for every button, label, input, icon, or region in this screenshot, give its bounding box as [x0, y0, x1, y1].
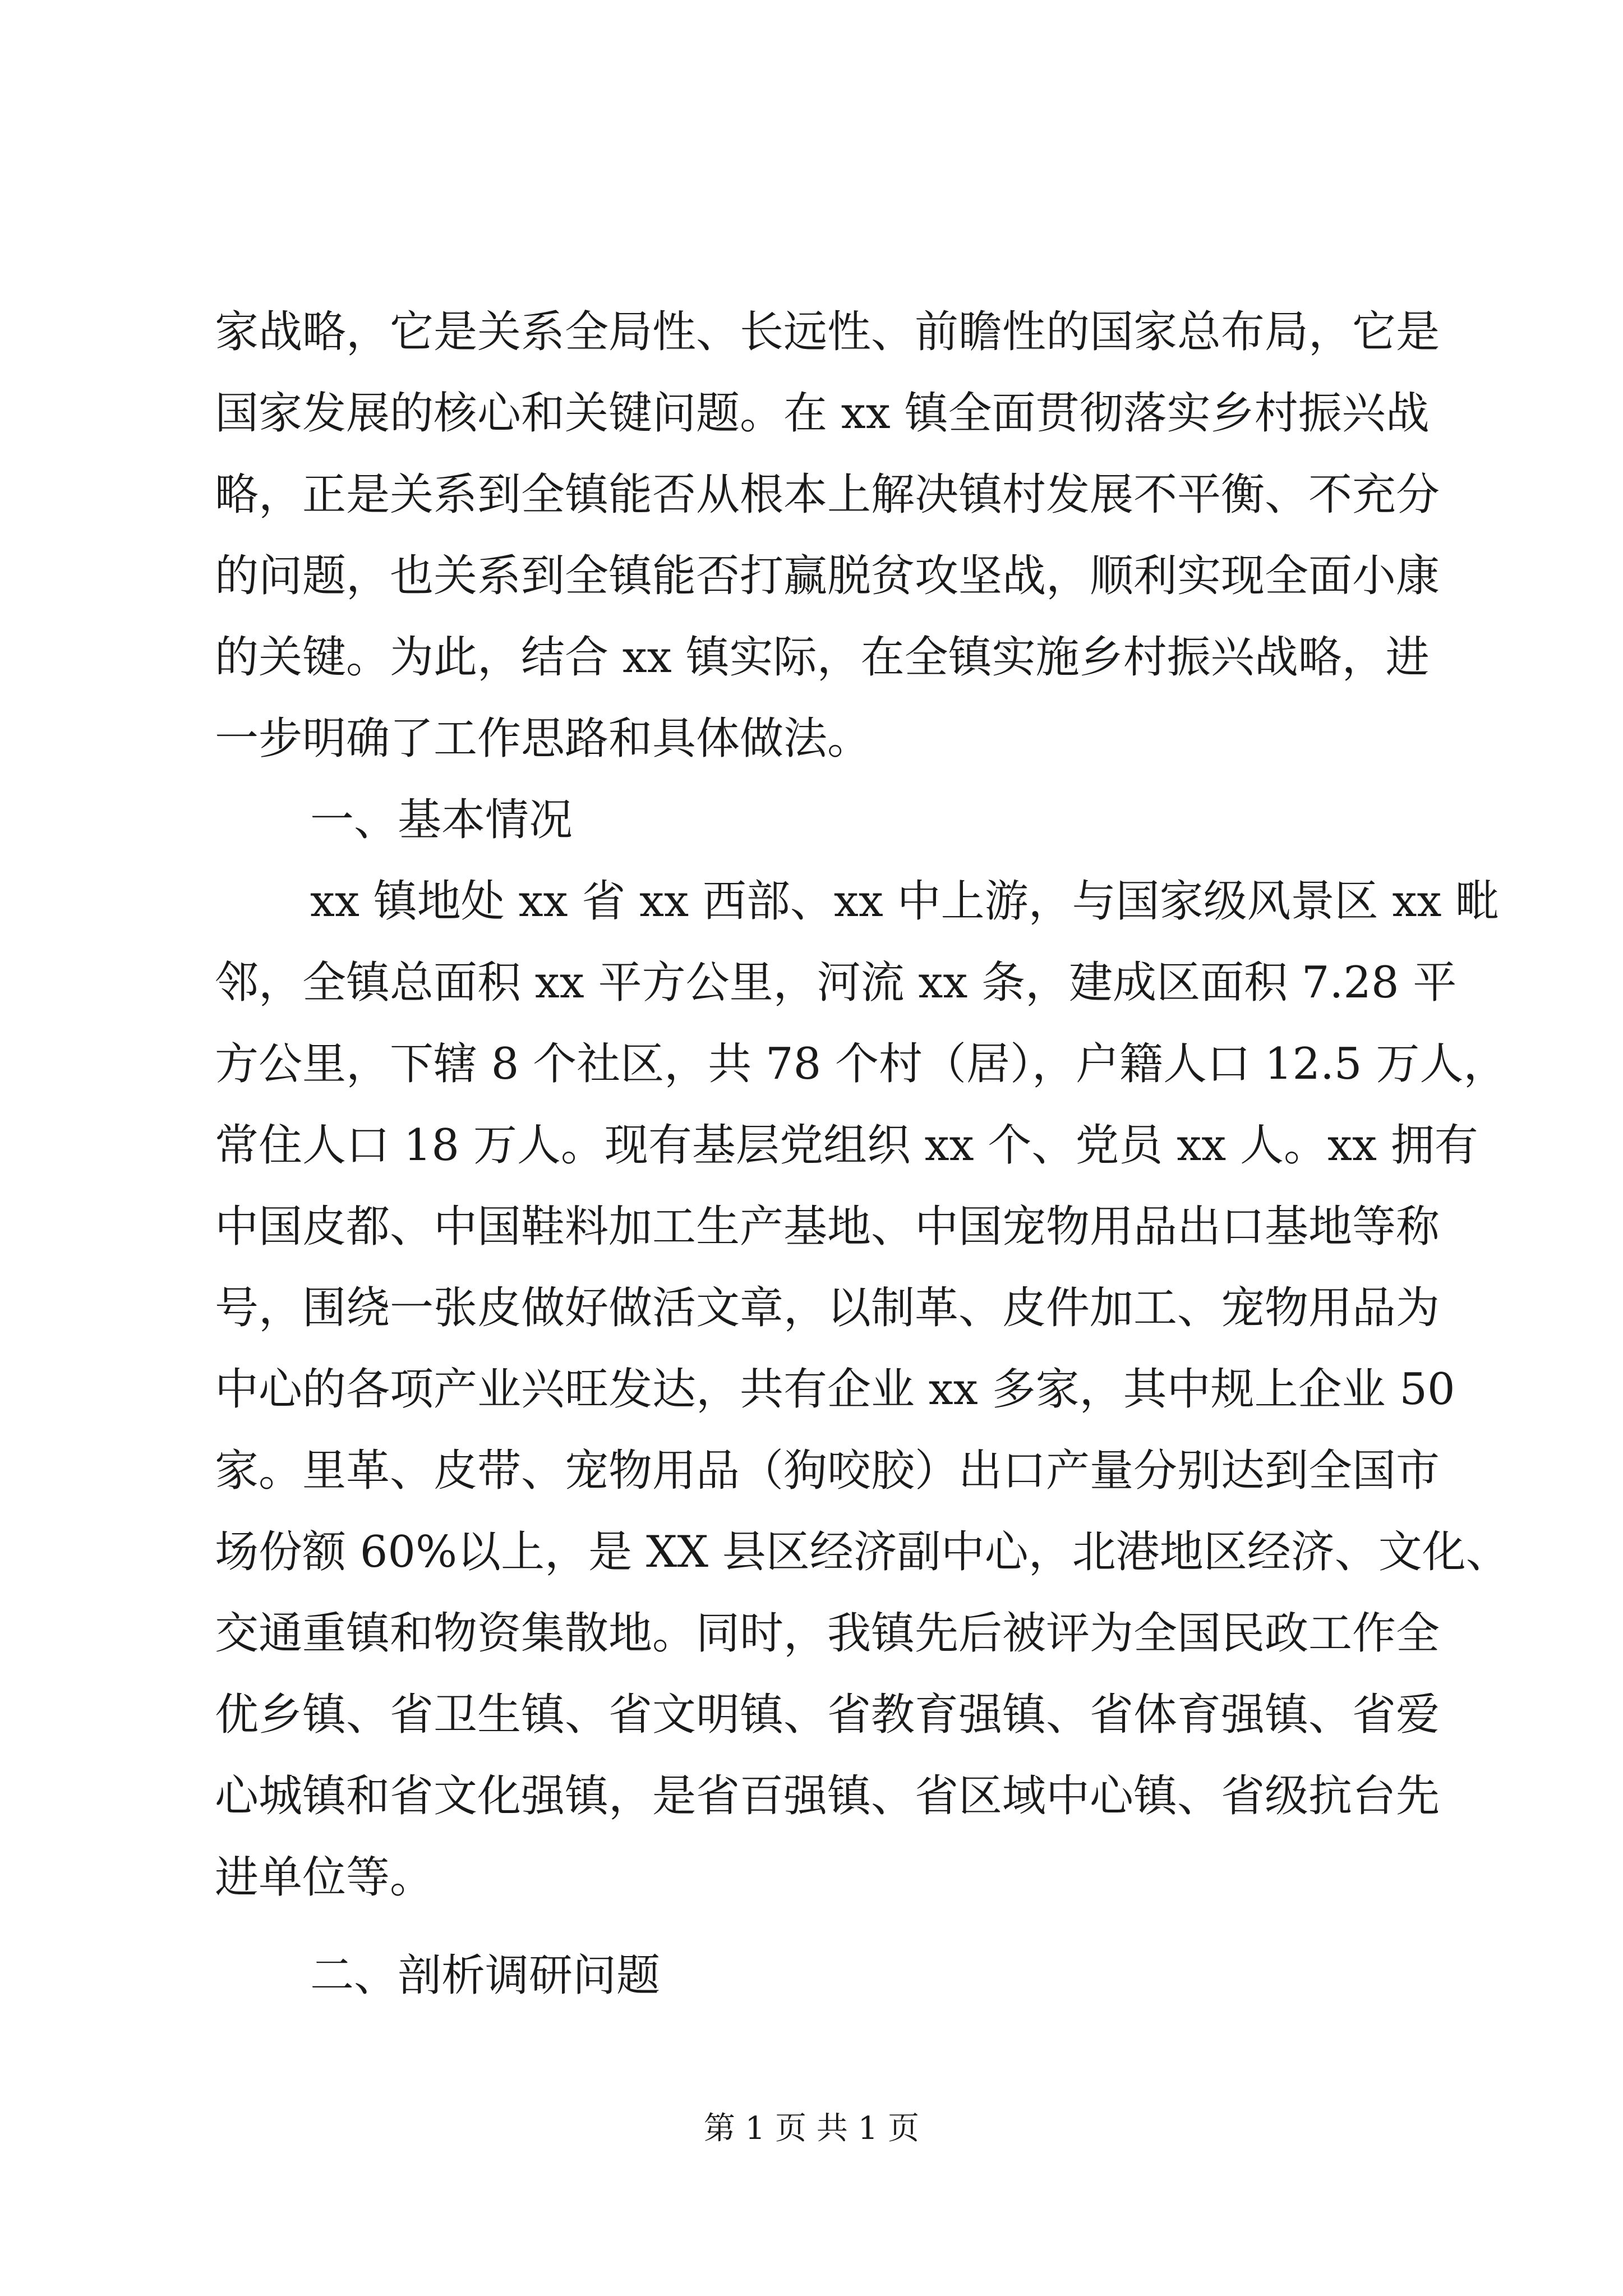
text-line: 场份额 60%以上，是 XX 县区经济副中心，北港地区经济、文化、: [215, 1527, 1510, 1577]
text-line: 进单位等。: [215, 1852, 434, 1903]
text-line: 邻，全镇总面积 xx 平方公里，河流 xx 条，建成区面积 7.28 平: [215, 958, 1457, 1008]
section-heading-basic-situation: 一、基本情况: [310, 795, 573, 845]
text-line: 家战略，它是关系全局性、长远性、前瞻性的国家总布局，它是: [215, 307, 1440, 357]
text-line: 号，围绕一张皮做好做活文章，以制革、皮件加工、宠物用品为: [215, 1283, 1440, 1333]
text-line: 交通重镇和物资集散地。同时，我镇先后被评为全国民政工作全: [215, 1608, 1440, 1659]
text-line: 略，正是关系到全镇能否从根本上解决镇村发展不平衡、不充分: [215, 470, 1440, 520]
document-body: [215, 292, 1510, 2017]
text-line: 常住人口 18 万人。现有基层党组织 xx 个、党员 xx 人。xx 拥有: [215, 1120, 1478, 1171]
page-number-footer: 第 1 页 共 1 页: [703, 2110, 920, 2147]
text-line: 的问题，也关系到全镇能否打赢脱贫攻坚战，顺利实现全面小康: [215, 551, 1440, 601]
paragraph-intro: [215, 292, 1440, 780]
text-line: 优乡镇、省卫生镇、省文明镇、省教育强镇、省体育强镇、省爱: [215, 1690, 1440, 1740]
text-line: 家。里革、皮带、宠物用品（狗咬胶）出口产量分别达到全国市: [215, 1446, 1440, 1496]
text-line: 方公里，下辖 8 个社区，共 78 个村（居），户籍人口 12.5 万人，: [215, 1039, 1507, 1089]
section-heading-analysis: 二、剖析调研问题: [310, 1950, 661, 2001]
text-line: 的关键。为此，结合 xx 镇实际，在全镇实施乡村振兴战略，进: [215, 632, 1430, 683]
text-line: 中心的各项产业兴旺发达，共有企业 xx 多家，其中规上企业 50: [215, 1364, 1455, 1415]
text-line: 国家发展的核心和关键问题。在 xx 镇全面贯彻落实乡村振兴战: [215, 388, 1430, 439]
text-line: xx 镇地处 xx 省 xx 西部、xx 中上游，与国家级风景区 xx 毗: [310, 876, 1500, 927]
text-line: 中国皮都、中国鞋料加工生产基地、中国宠物用品出口基地等称: [215, 1202, 1440, 1252]
text-line: 一步明确了工作思路和具体做法。: [215, 714, 872, 764]
paragraph-basic-situation: [215, 861, 1510, 1918]
text-line: 心城镇和省文化强镇，是省百强镇、省区域中心镇、省级抗台先: [215, 1771, 1440, 1821]
